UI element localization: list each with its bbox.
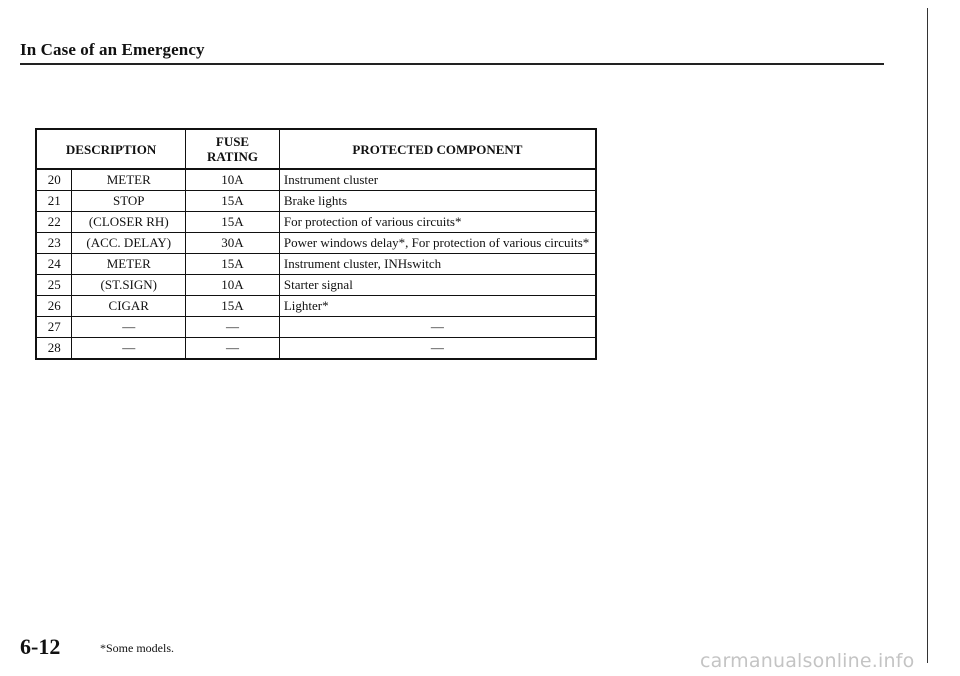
fuse-number: 24 [36, 254, 72, 275]
fuse-table [35, 128, 597, 360]
fuse-number: 22 [36, 212, 72, 233]
fuse-number: 27 [36, 317, 72, 338]
fuse-rating: 15A [186, 296, 280, 317]
header-description: DESCRIPTION [36, 129, 186, 169]
table-row [36, 169, 596, 191]
fuse-description: STOP [72, 191, 186, 212]
header-fuse-rating [186, 129, 280, 169]
watermark: carmanualsonline.info [700, 650, 915, 672]
table-row [36, 275, 596, 296]
table-row [36, 233, 596, 254]
protected-component: Lighter* [279, 296, 596, 317]
footnote: *Some models. [100, 641, 174, 655]
fuse-rating: 10A [186, 169, 280, 191]
table-row [36, 338, 596, 360]
fuse-number: 28 [36, 338, 72, 360]
page-edge-line [927, 8, 928, 663]
fuse-description: METER [72, 169, 186, 191]
fuse-description: CIGAR [72, 296, 186, 317]
fuse-rating: 30A [186, 233, 280, 254]
header-fuse-rating-line2: RATING [206, 149, 259, 164]
fuse-number: 25 [36, 275, 72, 296]
fuse-number: 20 [36, 169, 72, 191]
header-rule [20, 63, 884, 65]
protected-component: Power windows delay*, For protection of various circuits* [279, 233, 596, 254]
protected-component: Brake lights [279, 191, 596, 212]
fuse-rating: 15A [186, 191, 280, 212]
protected-component: — [430, 340, 444, 355]
fuse-description: — [72, 317, 186, 338]
table-row [36, 254, 596, 275]
fuse-description: (ST.SIGN) [72, 275, 186, 296]
table-row [36, 296, 596, 317]
header-fuse-rating-line1: FUSE [215, 134, 250, 149]
protected-component: Instrument cluster [279, 169, 596, 191]
fuse-number: 26 [36, 296, 72, 317]
fuse-rating: 10A [186, 275, 280, 296]
table-row [36, 212, 596, 233]
table-header-row [36, 129, 596, 169]
protected-component: Instrument cluster, INHswitch [279, 254, 596, 275]
header-protected-component: PROTECTED COMPONENT [279, 129, 596, 169]
table-row [36, 191, 596, 212]
page-number: 6-12 [20, 634, 61, 659]
protected-component: For protection of various circuits* [279, 212, 596, 233]
protected-component: Starter signal [279, 275, 596, 296]
fuse-description: (CLOSER RH) [72, 212, 186, 233]
fuse-rating: 15A [186, 254, 280, 275]
fuse-description: — [72, 338, 186, 360]
fuse-number: 23 [36, 233, 72, 254]
fuse-rating: — [186, 317, 280, 338]
fuse-description: (ACC. DELAY) [72, 233, 186, 254]
fuse-number: 21 [36, 191, 72, 212]
protected-component: — [279, 317, 596, 338]
fuse-description: METER [72, 254, 186, 275]
fuse-rating: — [186, 338, 280, 360]
fuse-rating: 15A [186, 212, 280, 233]
table-row [36, 317, 596, 338]
page-title: In Case of an Emergency [20, 40, 205, 59]
